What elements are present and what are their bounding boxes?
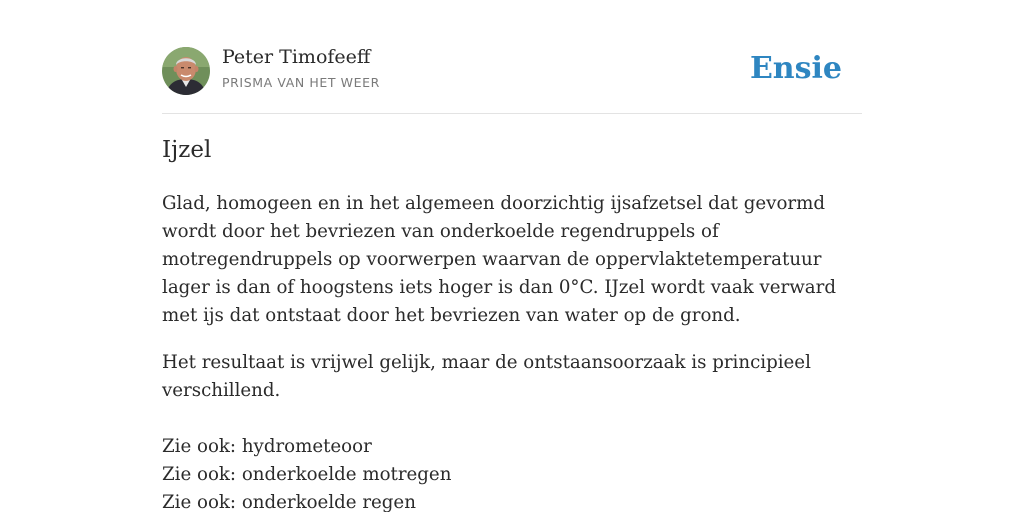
entry-paragraph: Het resultaat is vrijwel gelijk, maar de ontstaansoorzaak is principieel verschillend. [162,352,811,401]
author-subtitle[interactable]: PRISMA VAN HET WEER [222,75,380,90]
avatar[interactable] [162,47,210,95]
see-also-item[interactable]: Zie ook: hydrometeoor [162,436,372,457]
see-also-list [162,433,451,512]
entry-paragraph: Glad, homogeen en in het algemeen doorzichtig ijsafzetsel dat gevormd wordt door het bevriezen van onderkoelde regendruppels of motregendruppels op voorwerpen waarvan de oppervlaktetemperatuur lager is dan of hoogstens iets hoger is dan 0°C. IJzel wordt vaak verward met ijs dat ontstaat door het bevriezen van water op de grond. [162,193,836,326]
entry-title: Ijzel [162,137,212,163]
avatar-image [162,47,210,95]
header [162,0,862,114]
see-also-item[interactable]: Zie ook: onderkoelde motregen [162,464,452,485]
ensie-logo[interactable]: Ensie [749,51,842,86]
author-name[interactable]: Peter Timofeeff [222,46,371,68]
see-also-item[interactable]: Zie ook: onderkoelde regen [162,492,416,512]
page-container [162,0,862,512]
